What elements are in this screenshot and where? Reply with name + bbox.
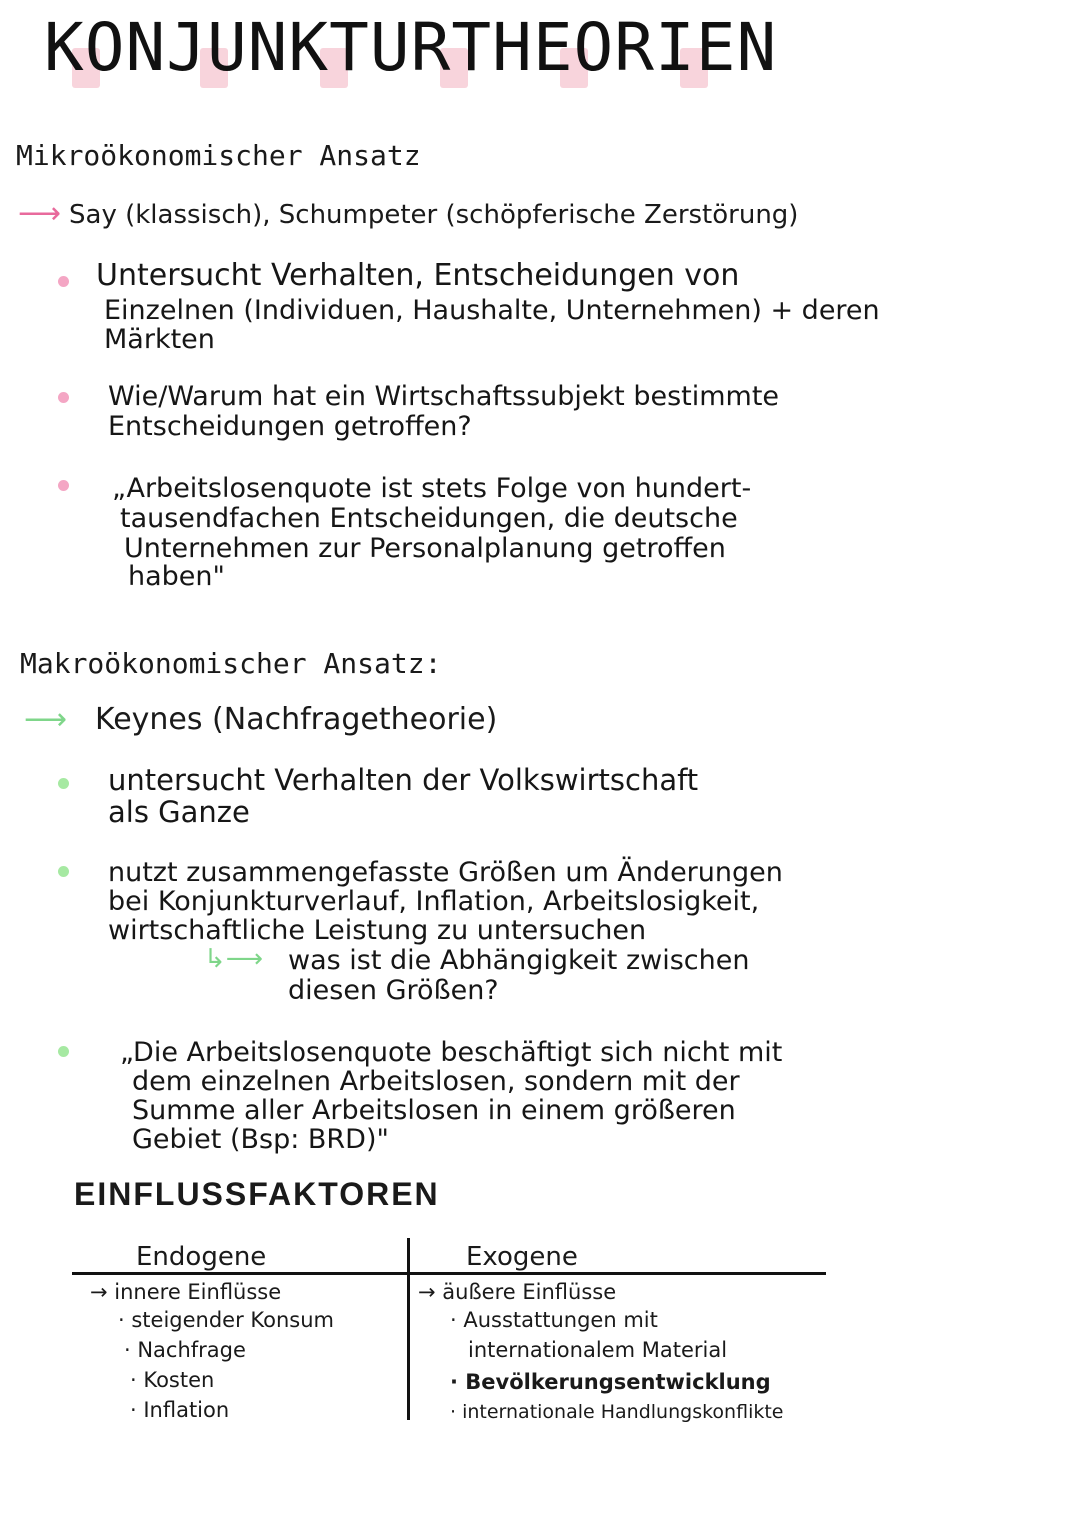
macro-bullet-2-line-3: wirtschaftliche Leistung zu untersuchen <box>108 915 647 946</box>
macro-bullet-2-line-1: nutzt zusammengefasste Größen um Änderungen <box>108 857 783 888</box>
micro-bullet-1-line-3: Märkten <box>104 324 215 355</box>
micro-arrow-line <box>18 196 798 231</box>
macro-bullet-1-line-2: als Ganze <box>108 795 250 829</box>
macro-bullet-3-line-1: „Die Arbeitslosenquote beschäftigt sich nicht mit <box>120 1037 783 1068</box>
table-divider-vertical <box>407 1238 410 1420</box>
endogen-intro: → innere Einflüsse <box>90 1280 282 1304</box>
bullet-dot <box>58 392 69 403</box>
bullet-dot <box>58 480 69 491</box>
bullet-dot <box>58 1046 69 1057</box>
sub-arrow-icon: ↳⟶ <box>204 944 264 974</box>
macro-bullet-3-line-2: dem einzelnen Arbeitslosen, sondern mit der <box>132 1066 740 1097</box>
macro-authors: Keynes (Nachfragetheorie) <box>95 702 498 737</box>
micro-heading: Mikroökonomischer Ansatz <box>16 138 421 174</box>
bullet-dot <box>58 778 69 789</box>
exogen-header: Exogene <box>466 1242 578 1272</box>
endogen-item: · Kosten <box>130 1368 215 1392</box>
micro-bullet-3-line-2: tausendfachen Entscheidungen, die deutsche <box>120 503 738 534</box>
arrow-right-icon: ⟶ <box>18 196 62 231</box>
page-title: KONJUNKTURTHEORIEN <box>44 9 778 86</box>
bullet-dot <box>58 276 69 287</box>
micro-authors: Say (klassisch), Schumpeter (schöpferische Zerstörung) <box>69 200 799 230</box>
arrow-right-icon: ⟶ <box>24 702 68 737</box>
endogen-header: Endogene <box>136 1242 267 1272</box>
exogen-item: · Bevölkerungsentwicklung <box>450 1370 771 1394</box>
macro-bullet-3-line-4: Gebiet (Bsp: BRD)" <box>132 1124 389 1155</box>
macro-bullet-2-sub-line-2: diesen Größen? <box>288 975 499 1006</box>
micro-bullet-2-line-1: Wie/Warum hat ein Wirtschaftssubjekt bestimmte <box>108 381 780 412</box>
micro-bullet-1-line-2: Einzelnen (Individuen, Haushalte, Unternehmen) + deren <box>104 295 880 326</box>
table-divider-horizontal <box>72 1272 826 1275</box>
macro-arrow-line <box>24 702 497 737</box>
exogen-item: internationalem Material <box>468 1338 728 1362</box>
micro-bullet-1-line-1: Untersucht Verhalten, Entscheidungen von <box>96 258 740 293</box>
endogen-item: · Inflation <box>130 1398 230 1422</box>
endogen-item: · Nachfrage <box>124 1338 246 1362</box>
macro-heading: Makroökonomischer Ansatz: <box>20 646 441 682</box>
factors-heading: EINFLUSSFAKTOREN <box>74 1176 440 1213</box>
endogen-item: · steigender Konsum <box>118 1308 334 1332</box>
micro-bullet-3-line-1: „Arbeitslosenquote ist stets Folge von hundert- <box>112 473 752 504</box>
macro-bullet-2-sub-line-1: was ist die Abhängigkeit zwischen <box>288 945 750 976</box>
macro-bullet-3-line-3: Summe aller Arbeitslosen in einem größeren <box>132 1095 736 1126</box>
exogen-item: · Ausstattungen mit <box>450 1308 658 1332</box>
bullet-dot <box>58 866 69 877</box>
macro-bullet-1-line-1: untersucht Verhalten der Volkswirtschaft <box>108 763 699 797</box>
exogen-intro: → äußere Einflüsse <box>418 1280 617 1304</box>
exogen-item: · internationale Handlungskonflikte <box>450 1401 784 1423</box>
macro-bullet-2-line-2: bei Konjunkturverlauf, Inflation, Arbeitslosigkeit, <box>108 886 760 917</box>
micro-bullet-3-line-3: Unternehmen zur Personalplanung getroffen <box>124 533 726 564</box>
micro-bullet-2-line-2: Entscheidungen getroffen? <box>108 411 472 442</box>
micro-bullet-3-line-4: haben" <box>128 561 225 592</box>
